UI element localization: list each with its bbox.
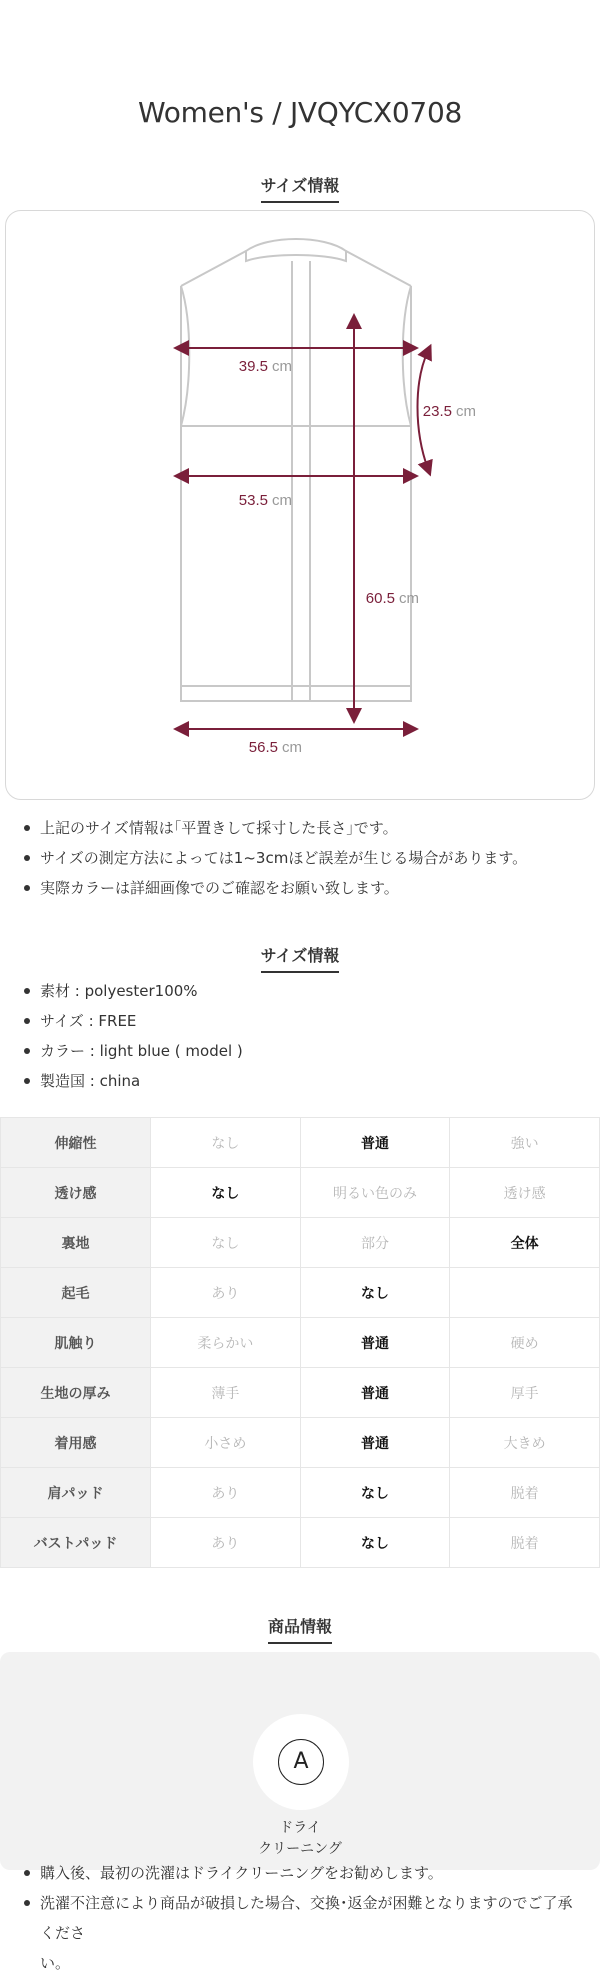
chest-unit: cm <box>272 358 292 375</box>
waist-unit: cm <box>272 492 292 509</box>
spec-heading: サイズ情報 <box>0 943 600 973</box>
attribute-option: 明るい色のみ <box>300 1168 450 1218</box>
list-item: 洗濯不注意により商品が破損した場合、交換･返金が困難となりますのでご了承くださ <box>22 1888 582 1948</box>
attribute-option: 柔らかい <box>151 1318 301 1368</box>
list-item: 素材 : polyester100% <box>22 976 582 1006</box>
armhole-unit: cm <box>456 403 476 420</box>
attribute-label: 生地の厚み <box>1 1368 151 1418</box>
attribute-option: 部分 <box>300 1218 450 1268</box>
product-notes-list <box>22 1858 582 1978</box>
dry-clean-icon: A <box>278 1739 324 1785</box>
attribute-option-selected: 全体 <box>450 1218 600 1268</box>
list-item: 上記のサイズ情報は｢平置きして採寸した長さ｣です。 <box>22 813 582 843</box>
attribute-option-selected: 普通 <box>300 1368 450 1418</box>
fabric-attributes-table <box>0 1117 600 1568</box>
table-row <box>1 1218 600 1268</box>
list-item: カラー : light blue ( model ) <box>22 1036 582 1066</box>
list-item: サイズの測定方法によっては1~3cmほど誤差が生じる場合があります。 <box>22 843 582 873</box>
attribute-label: 透け感 <box>1 1168 151 1218</box>
size-info-heading: サイズ情報 <box>0 173 600 203</box>
attribute-option-selected: なし <box>300 1468 450 1518</box>
list-item: サイズ : FREE <box>22 1006 582 1036</box>
care-instructions-box <box>0 1652 600 1870</box>
attribute-option-selected: 普通 <box>300 1318 450 1368</box>
attribute-option: あり <box>151 1268 301 1318</box>
waist-value: 53.5 <box>238 492 268 509</box>
list-item: 実際カラーは詳細画像でのご確認をお願い致します。 <box>22 873 582 903</box>
attribute-label: 裏地 <box>1 1218 151 1268</box>
attribute-option: あり <box>151 1518 301 1568</box>
attribute-option-selected: 普通 <box>300 1118 450 1168</box>
attribute-option: 小さめ <box>151 1418 301 1468</box>
attribute-option: 脱着 <box>450 1468 600 1518</box>
table-row <box>1 1518 600 1568</box>
table-row <box>1 1268 600 1318</box>
armhole-value: 23.5 <box>422 403 452 420</box>
table-row <box>1 1468 600 1518</box>
product-info-heading: 商品情報 <box>0 1614 600 1644</box>
table-row <box>1 1318 600 1368</box>
table-row <box>1 1418 600 1468</box>
attribute-option: なし <box>151 1218 301 1268</box>
attribute-label: 肩パッド <box>1 1468 151 1518</box>
attribute-option: 大きめ <box>450 1418 600 1468</box>
attribute-label: バストパッド <box>1 1518 151 1568</box>
attribute-option-selected: なし <box>300 1518 450 1568</box>
table-row <box>1 1118 600 1168</box>
size-notes-list <box>22 813 582 903</box>
attribute-option: 薄手 <box>151 1368 301 1418</box>
attribute-option: 硬め <box>450 1318 600 1368</box>
list-item-continuation: い。 <box>40 1954 71 1972</box>
attribute-label: 肌触り <box>1 1318 151 1368</box>
attribute-option-selected: なし <box>151 1168 301 1218</box>
list-item: 購入後、最初の洗濯はドライクリーニングをお勧めします。 <box>22 1858 582 1888</box>
page-title: Women's / JVQYCX0708 <box>138 96 462 129</box>
care-label: ドライ クリーニング <box>258 1820 342 1857</box>
list-item: 製造国 : china <box>22 1066 582 1096</box>
care-icon-circle <box>253 1714 349 1810</box>
attribute-option-selected: なし <box>300 1268 450 1318</box>
attribute-label: 伸縮性 <box>1 1118 151 1168</box>
attribute-label: 着用感 <box>1 1418 151 1468</box>
attribute-option: 脱着 <box>450 1518 600 1568</box>
hem-unit: cm <box>282 739 302 756</box>
attribute-option: 透け感 <box>450 1168 600 1218</box>
length-unit: cm <box>399 590 419 607</box>
length-value: 60.5 <box>365 590 395 607</box>
attribute-option-selected: 普通 <box>300 1418 450 1468</box>
attribute-option: 強い <box>450 1118 600 1168</box>
table-row <box>1 1368 600 1418</box>
attribute-option: あり <box>151 1468 301 1518</box>
size-diagram <box>5 210 595 800</box>
attribute-label: 起毛 <box>1 1268 151 1318</box>
vest-outline <box>181 239 411 701</box>
chest-value: 39.5 <box>238 358 268 375</box>
vest-measurement-svg <box>6 211 596 801</box>
attribute-option: 厚手 <box>450 1368 600 1418</box>
attribute-option <box>450 1268 600 1318</box>
hem-value: 56.5 <box>248 739 278 756</box>
attribute-option: なし <box>151 1118 301 1168</box>
spec-list <box>22 976 582 1096</box>
table-row <box>1 1168 600 1218</box>
